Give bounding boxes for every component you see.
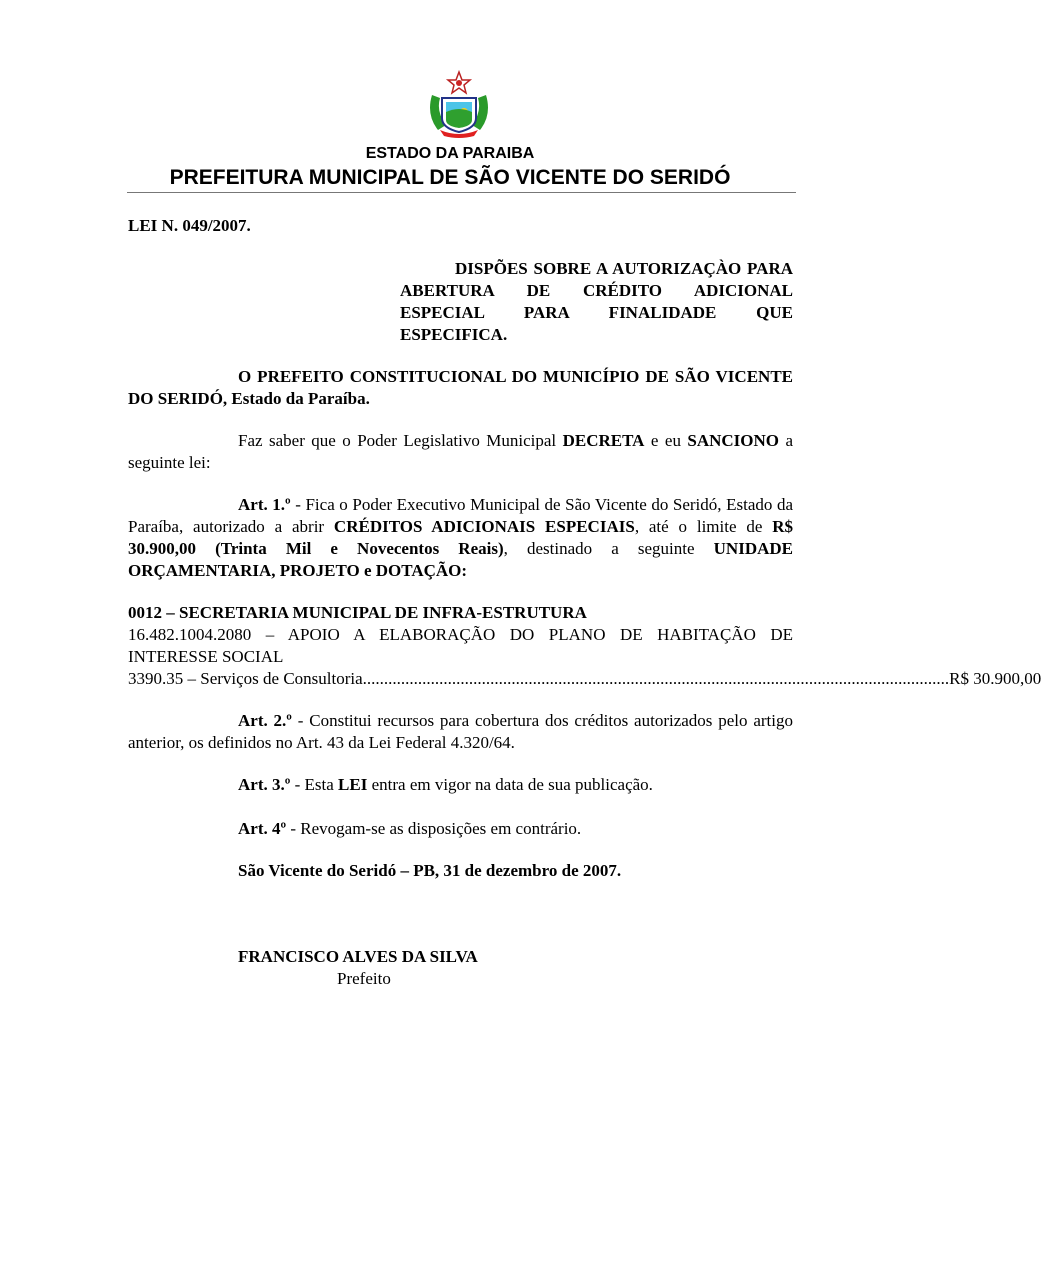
- article-1: Art. 1.º - Fica o Poder Executivo Municipal de São Vicente do Seridó, Estado da Paraíba, autorizado a abrir CRÉDITOS ADICIONAIS ESPECIAIS, até o limite de R$ 30.900,00 (Trinta Mil e Novecentos Reais), destinado a seguinte UNIDADE ORÇAMENTARIA, PROJETO e DOTAÇÃO:: [128, 495, 793, 580]
- ementa: DISPÕES SOBRE A AUTORIZAÇÀO PARA ABERTURA DE CRÉDITO ADICIONAL ESPECIAL PARA FINALIDADE QUE ESPECIFICA.: [400, 259, 793, 344]
- enactment-clause: Faz saber que o Poder Legislativo Municipal DECRETA e eu SANCIONO a seguinte lei:: [128, 431, 794, 472]
- preamble: O PREFEITO CONSTITUCIONAL DO MUNICÍPIO DE SÃO VICENTE DO SERIDÓ, Estado da Paraíba.: [128, 367, 793, 408]
- article-2: Art. 2.º - Constitui recursos para cobertura dos créditos autorizados pelo artigo anterior, os definidos no Art. 43 da Lei Federal 4.320/64.: [128, 711, 793, 752]
- budget-item: 3390.35 – Serviços de Consultoria: [128, 669, 363, 688]
- header-divider: [127, 192, 796, 193]
- signatory-name: FRANCISCO ALVES DA SILVA: [238, 947, 478, 966]
- signatory-role: Prefeito: [337, 969, 391, 988]
- article-3: Art. 3.º - Esta LEI entra em vigor na data de sua publicação.: [238, 775, 653, 794]
- coat-of-arms-logo: [424, 70, 494, 140]
- date-place: São Vicente do Seridó – PB, 31 de dezembro de 2007.: [238, 861, 622, 880]
- budget-unit: 0012 – SECRETARIA MUNICIPAL DE INFRA-ESTRUTURA: [128, 603, 587, 622]
- law-number: LEI N. 049/2007.: [128, 216, 251, 235]
- budget-project: 16.482.1004.2080 – APOIO A ELABORAÇÃO DO PLANO DE HABITAÇÃO DE INTERESSE SOCIAL: [128, 625, 793, 666]
- budget-item-row: 3390.35 – Serviços de Consultoria .......................................................................................................................................... R$ 30.900,00: [128, 669, 1042, 688]
- budget-amount: R$ 30.900,00: [949, 669, 1042, 688]
- budget-allocation: [128, 602, 1042, 690]
- municipality-title: PREFEITURA MUNICIPAL DE SÃO VICENTE DO SERIDÓ: [169, 166, 731, 189]
- article-4: Art. 4º - Revogam-se as disposições em contrário.: [238, 819, 582, 838]
- state-name: ESTADO DA PARAIBA: [365, 145, 535, 162]
